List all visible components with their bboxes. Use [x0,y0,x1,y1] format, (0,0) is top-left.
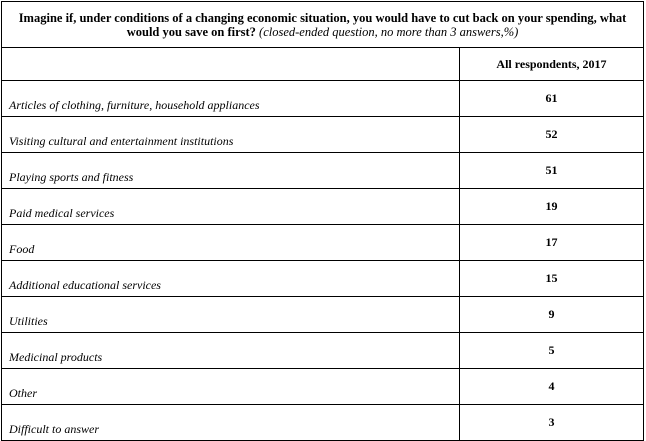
row-label: Paid medical services [2,189,460,225]
title-row [2,2,644,48]
row-value: 17 [460,225,644,261]
row-label: Food [2,225,460,261]
row-label: Other [2,369,460,405]
row-value: 51 [460,153,644,189]
row-label: Medicinal products [2,333,460,369]
row-value: 15 [460,261,644,297]
row-label: Utilities [2,297,460,333]
table-row [2,261,644,297]
table-row [2,405,644,441]
table-row [2,117,644,153]
table-row [2,297,644,333]
empty-header-cell [2,48,460,81]
table-body [2,81,644,441]
row-value: 52 [460,117,644,153]
survey-table [1,1,644,441]
row-label: Additional educational services [2,261,460,297]
column-header: All respondents, 2017 [460,48,644,81]
row-value: 61 [460,81,644,117]
row-label: Visiting cultural and entertainment institutions [2,117,460,153]
table-row [2,333,644,369]
row-value: 4 [460,369,644,405]
table-row [2,189,644,225]
row-label: Articles of clothing, furniture, household appliances [2,81,460,117]
header-row [2,48,644,81]
row-value: 19 [460,189,644,225]
table-title [2,2,644,48]
row-value: 5 [460,333,644,369]
table-row [2,81,644,117]
table-row [2,369,644,405]
row-label: Playing sports and fitness [2,153,460,189]
table-row [2,225,644,261]
row-value: 9 [460,297,644,333]
table-row [2,153,644,189]
row-value: 3 [460,405,644,441]
table-title-main: Imagine if, under conditions of a changing economic situation, you would have to cut back on your spending, what would you save on first? [18,10,627,39]
row-label: Difficult to answer [2,405,460,441]
table-title-note: (closed-ended question, no more than 3 answers,%) [259,24,519,39]
